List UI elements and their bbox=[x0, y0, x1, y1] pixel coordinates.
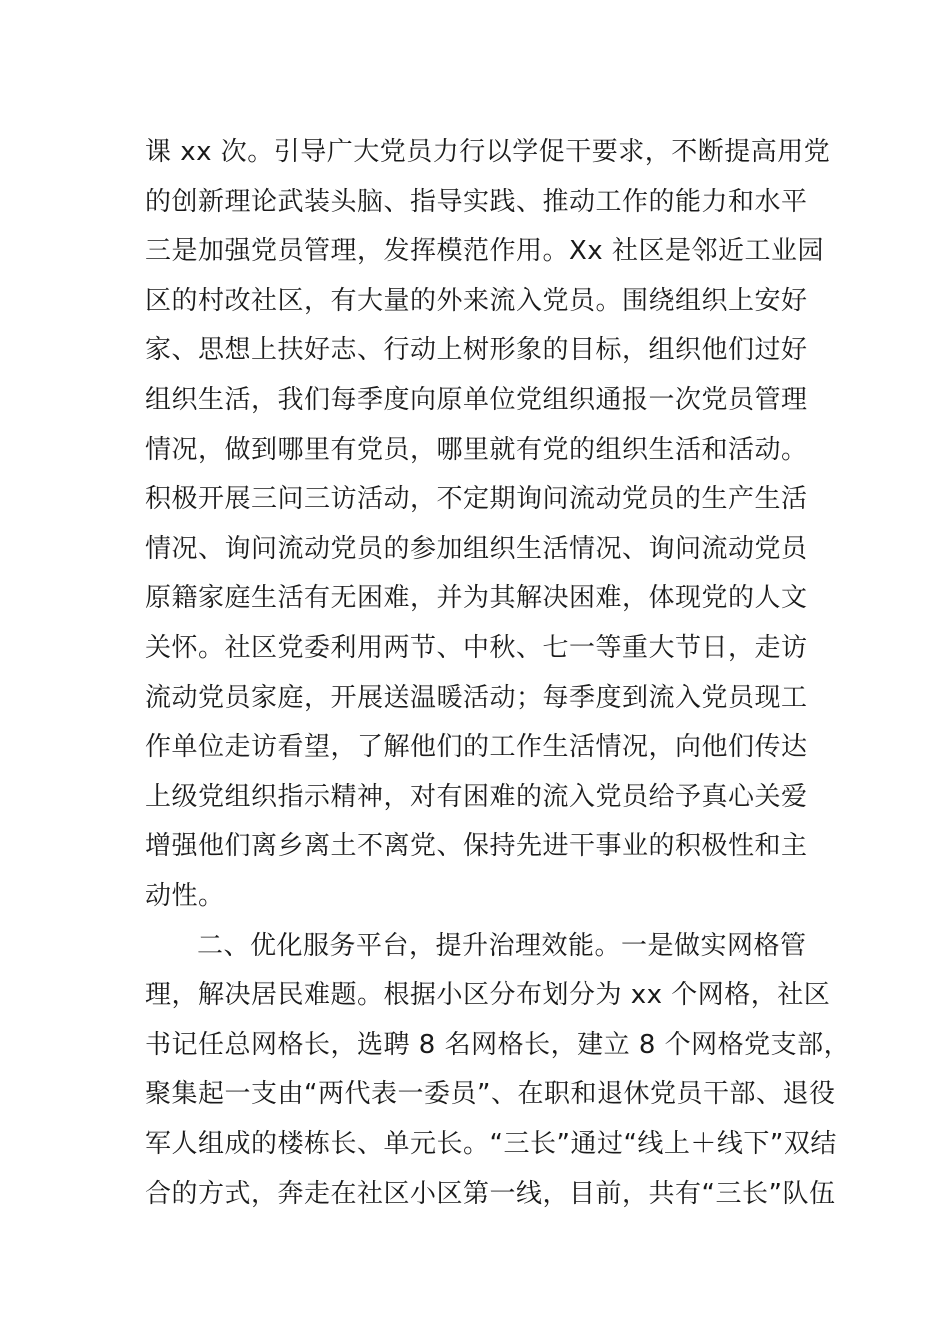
text-line-13: 作单位走访看望，了解他们的工作生活情况，向他们传达 bbox=[145, 732, 808, 762]
text-line-15: 增强他们离乡离土不离党、保持先进干事业的积极性和主 bbox=[145, 831, 808, 861]
text-line-4: 区的村改社区，有大量的外来流入党员。围绕组织上安好 bbox=[145, 286, 808, 316]
text-line-16: 动性。 bbox=[145, 881, 225, 911]
text-line-3: 三是加强党员管理，发挥模范作用。Xx 社区是邻近工业园 bbox=[145, 236, 824, 266]
text-line-12: 流动党员家庭，开展送温暖活动；每季度到流入党员现工 bbox=[145, 683, 808, 713]
text-line-5: 家、思想上扶好志、行动上树形象的目标，组织他们过好 bbox=[145, 335, 808, 365]
text-line-21: 军人组成的楼栋长、单元长。“三长”通过“线上＋线下”双结 bbox=[145, 1129, 837, 1159]
text-line-2: 的创新理论武装头脑、指导实践、推动工作的能力和水平 bbox=[145, 187, 808, 217]
text-line-18: 理，解决居民难题。根据小区分布划分为 xx 个网格，社区 bbox=[145, 980, 831, 1010]
text-line-7: 情况，做到哪里有党员，哪里就有党的组织生活和活动。 bbox=[145, 435, 808, 465]
text-line-6: 组织生活，我们每季度向原单位党组织通报一次党员管理 bbox=[145, 385, 808, 415]
text-line-22: 合的方式，奔走在社区小区第一线，目前，共有“三长”队伍 bbox=[145, 1179, 836, 1209]
text-line-10: 原籍家庭生活有无困难，并为其解决困难，体现党的人文 bbox=[145, 583, 808, 613]
text-line-20: 聚集起一支由“两代表一委员”、在职和退休党员干部、退役 bbox=[145, 1079, 836, 1109]
text-line-8: 积极开展三问三访活动，不定期询问流动党员的生产生活 bbox=[145, 484, 808, 514]
text-line-19: 书记任总网格长，选聘 8 名网格长，建立 8 个网格党支部， bbox=[145, 1030, 851, 1060]
text-line-14: 上级党组织指示精神，对有困难的流入党员给予真心关爱 bbox=[145, 782, 808, 812]
text-line-11: 关怀。社区党委利用两节、中秋、七一等重大节日，走访 bbox=[145, 633, 808, 663]
text-line-9: 情况、询问流动党员的参加组织生活情况、询问流动党员 bbox=[145, 534, 808, 564]
paragraph-two-first-line: 二、优化服务平台，提升治理效能。一是做实网格管 bbox=[197, 931, 807, 961]
text-line-1: 课 xx 次。引导广大党员力行以学促干要求，不断提高用党 bbox=[145, 137, 831, 167]
